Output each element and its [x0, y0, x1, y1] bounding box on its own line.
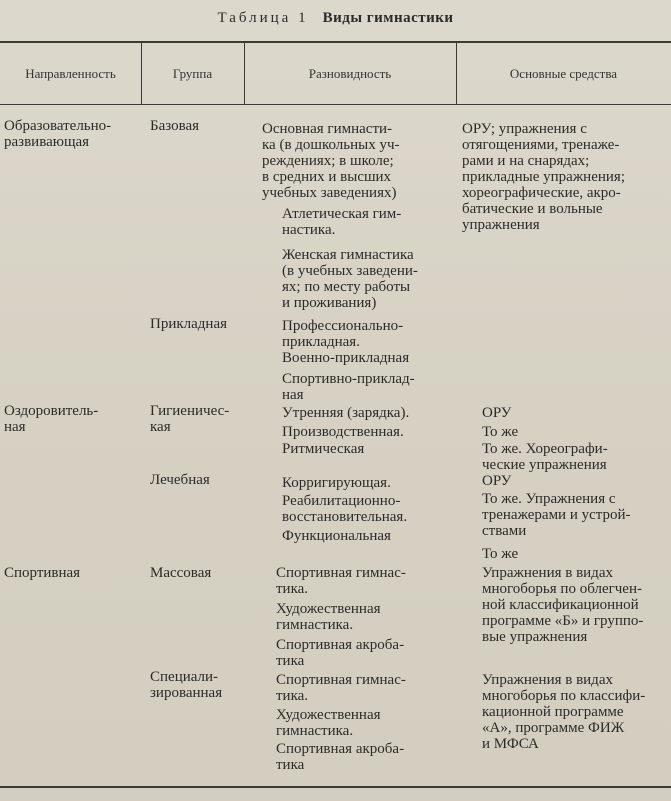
type-cell: Ритмическая	[282, 441, 365, 457]
table-title: Виды гимнастики	[322, 10, 454, 26]
header-means: Основные средства	[509, 65, 618, 81]
means-cell: ОРУ	[482, 473, 512, 489]
header-rule	[0, 104, 671, 105]
means-cell: То же	[482, 424, 519, 440]
direction-cell: Спортивная	[4, 565, 81, 581]
type-cell: Реабилитационно- восстановительная.	[282, 493, 408, 525]
table-caption	[0, 10, 671, 27]
header-group: Группа	[172, 65, 213, 81]
type-cell: Военно-прикладная	[282, 350, 410, 366]
type-cell: Атлетическая гим- настика.	[282, 206, 402, 238]
table-number: Таблица 1	[217, 10, 309, 26]
type-cell: Профессионально- прикладная.	[282, 318, 404, 350]
means-cell: Упражнения в видах многоборья по облегчен- ной классификационной программе «Б» и группо- вые упражнения	[482, 565, 644, 645]
type-cell: Основная гимнасти- ка (в дошкольных уч- реждениях; в школе; в средних и высших учебных заведениях)	[262, 121, 400, 201]
type-cell: Женская гимнастика (в учебных заведени- ях; по месту работы и проживания)	[282, 247, 418, 311]
group-cell: Массовая	[150, 565, 212, 581]
type-cell: Художественная гимнастика.	[276, 601, 381, 633]
type-cell: Корригирующая.	[282, 475, 391, 491]
type-cell: Спортивная акроба- тика	[276, 741, 405, 773]
type-cell: Художественная гимнастика.	[276, 707, 381, 739]
direction-cell: Образовательно- развивающая	[4, 118, 112, 150]
means-cell: ОРУ	[482, 405, 512, 421]
means-cell: Упражнения в видах многоборья по классифи- кационной программе «А», программе ФИЖ и МФСА	[482, 672, 646, 752]
means-cell: То же	[482, 546, 519, 562]
type-cell: Производственная.	[282, 424, 404, 440]
means-cell: То же. Хореографи- ческие упражнения	[482, 441, 608, 473]
type-cell: Спортивная акроба- тика	[276, 637, 405, 669]
type-cell: Утренняя (зарядка).	[282, 405, 410, 421]
bottom-rule	[0, 786, 671, 788]
group-cell: Специали- зированная	[150, 669, 223, 701]
group-cell: Лечебная	[150, 472, 210, 488]
header-type: Разновидность	[308, 65, 392, 81]
group-cell: Базовая	[150, 118, 200, 134]
means-cell: То же. Упражнения с тренажерами и устрой- ствами	[482, 491, 631, 539]
group-cell: Прикладная	[150, 316, 228, 332]
type-cell: Спортивная гимнас- тика.	[276, 672, 406, 704]
type-cell: Спортивно-приклад- ная	[282, 371, 415, 403]
type-cell: Спортивная гимнас- тика.	[276, 565, 406, 597]
header-direction: Направленность	[25, 65, 116, 81]
group-cell: Гигиеничес- кая	[150, 403, 230, 435]
means-cell: ОРУ; упражнения с отягощениями, тренаже- рами и на снарядах; прикладные упражнения; хореографические, акро- батические и вольные упражнения	[462, 121, 625, 233]
direction-cell: Оздоровитель- ная	[4, 403, 99, 435]
type-cell: Функциональная	[282, 528, 391, 544]
